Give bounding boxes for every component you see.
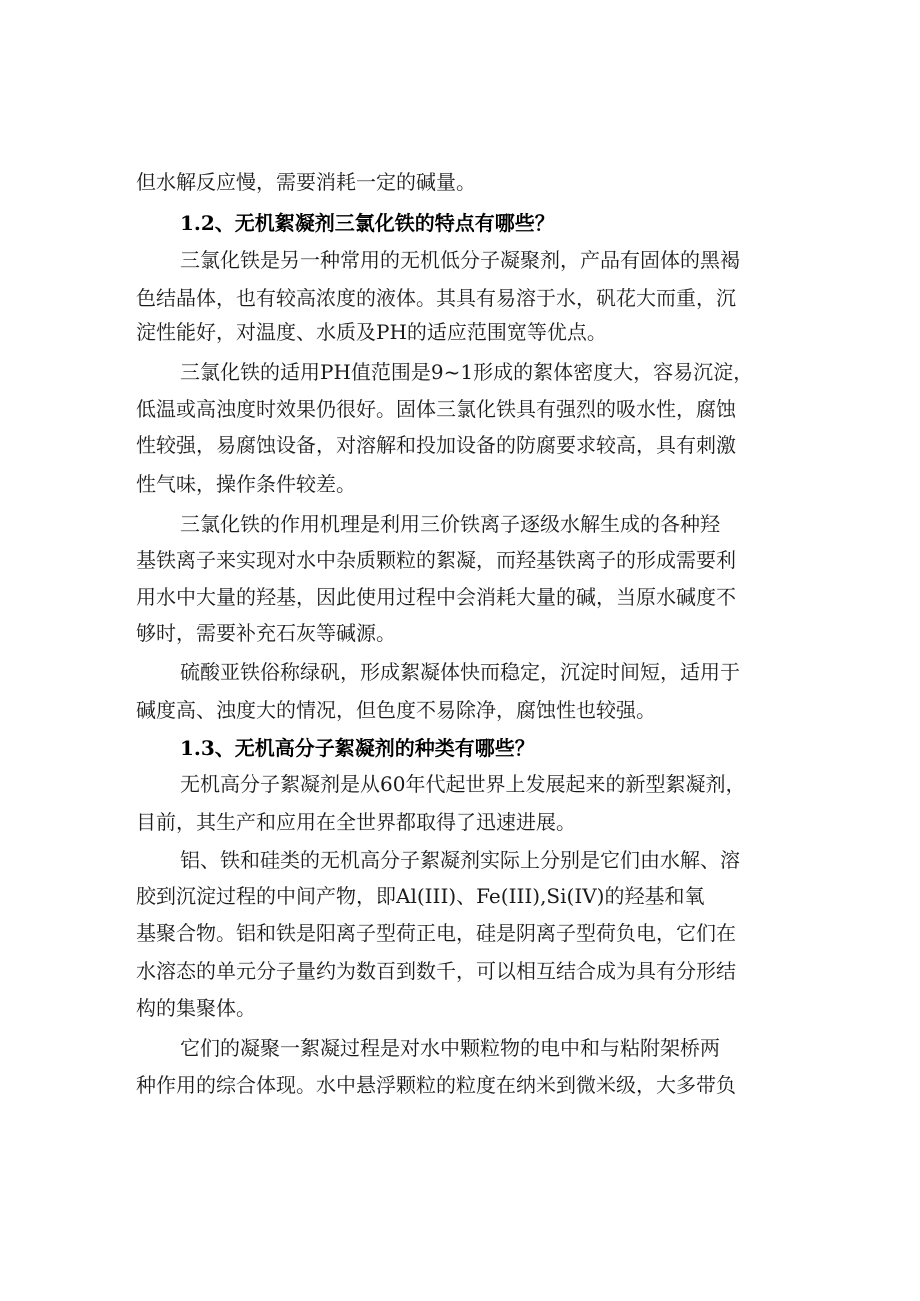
paragraph-line: 三氯化铁是另一种常用的无机低分子凝聚剂，产品有固体的黑褐 xyxy=(180,248,740,272)
paragraph-line: 三氯化铁的适用PH值范围是9~1形成的絮体密度大，容易沉淀， xyxy=(180,360,754,384)
paragraph-line: 色结晶体，也有较高浓度的液体。其具有易溶于水，矾花大而重，沉 xyxy=(136,286,736,310)
paragraph-line: 用水中大量的羟基，因此使用过程中会消耗大量的碱，当原水碱度不 xyxy=(136,585,736,609)
paragraph-line: 硫酸亚铁俗称绿矾，形成絮凝体快而稳定，沉淀时间短，适用于 xyxy=(180,660,740,684)
paragraph-line: 胶到沉淀过程的中间产物，即Al(III)、Fe(III),Si(IV)的羟基和氧 xyxy=(136,884,705,908)
paragraph-line: 但水解反应慢，需要消耗一定的碱量。 xyxy=(136,170,476,194)
section-heading: 1.3、无机高分子絮凝剂的种类有哪些？ xyxy=(180,736,535,760)
paragraph-line: 碱度高、浊度大的情况，但色度不易除净，腐蚀性也较强。 xyxy=(136,698,656,722)
paragraph-line: 构的集聚体。 xyxy=(136,996,256,1020)
paragraph-line: 淀性能好，对温度、水质及PH的适应范围宽等优点。 xyxy=(136,320,607,344)
paragraph-line: 性气味，操作条件较差。 xyxy=(136,472,356,496)
section-heading: 1.2、无机絮凝剂三氯化铁的特点有哪些？ xyxy=(180,211,555,235)
paragraph-line: 基聚合物。铝和铁是阳离子型荷正电，硅是阴离子型荷负电，它们在 xyxy=(136,921,736,945)
paragraph-line: 种作用的综合体现。水中悬浮颗粒的粒度在纳米到微米级，大多带负 xyxy=(136,1073,736,1097)
paragraph-line: 它们的凝聚一絮凝过程是对水中颗粒物的电中和与粘附架桥两 xyxy=(180,1036,720,1060)
paragraph-line: 低温或高浊度时效果仍很好。固体三氯化铁具有强烈的吸水性，腐蚀 xyxy=(136,397,736,421)
paragraph-line: 无机高分子絮凝剂是从60年代起世界上发展起来的新型絮凝剂， xyxy=(180,772,746,796)
paragraph-line: 目前，其生产和应用在全世界都取得了迅速进展。 xyxy=(136,810,576,834)
paragraph-line: 水溶态的单元分子量约为数百到数千，可以相互结合成为具有分形结 xyxy=(136,959,736,983)
paragraph-line: 基铁离子来实现对水中杂质颗粒的絮凝，而羟基铁离子的形成需要利 xyxy=(136,548,736,572)
paragraph-line: 铝、铁和硅类的无机高分子絮凝剂实际上分别是它们由水解、溶 xyxy=(180,848,740,872)
paragraph-line: 够时，需要补充石灰等碱源。 xyxy=(136,621,396,645)
paragraph-line: 性较强，易腐蚀设备，对溶解和投加设备的防腐要求较高，具有刺激 xyxy=(136,433,736,457)
paragraph-line: 三氯化铁的作用机理是利用三价铁离子逐级水解生成的各种羟 xyxy=(180,512,720,536)
